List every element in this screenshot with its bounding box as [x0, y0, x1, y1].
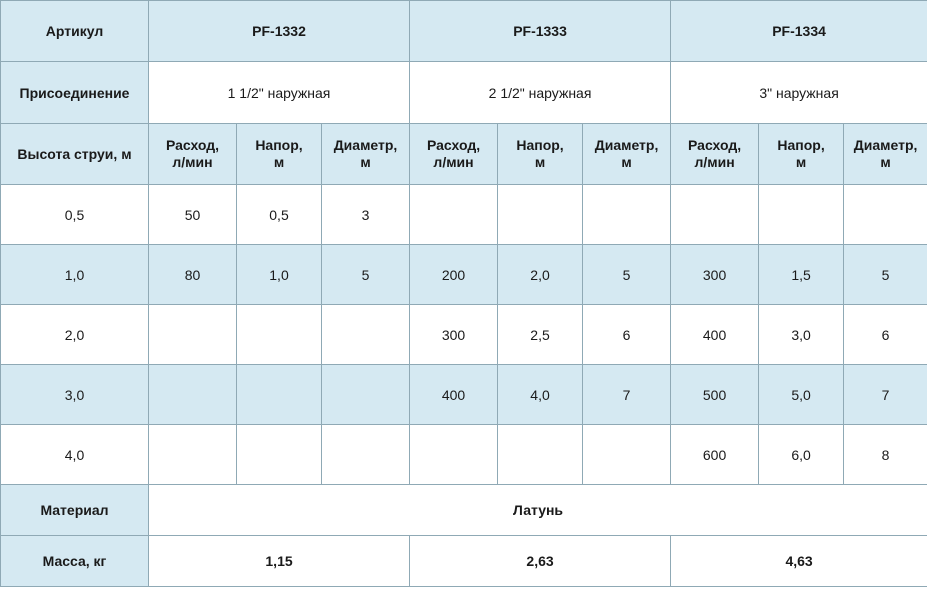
table-row — [1, 425, 927, 485]
cell-flow-2 — [410, 425, 498, 485]
row-label-material: Материал — [1, 485, 149, 536]
cell-flow-3 — [671, 185, 759, 245]
table-row — [1, 365, 927, 425]
header-line2: л/мин — [694, 154, 735, 170]
header-line1: Напор, — [777, 136, 825, 153]
cell-diameter-2: 7 — [583, 365, 671, 425]
cell-jet-height: 3,0 — [1, 365, 149, 425]
cell-flow-1 — [149, 365, 237, 425]
cell-diameter-3: 5 — [844, 245, 927, 305]
cell-pressure-3: 3,0 — [759, 305, 844, 365]
mass-value-1: 1,15 — [149, 536, 410, 587]
header-line2: м — [534, 154, 546, 170]
column-header-diameter-2 — [583, 124, 671, 185]
cell-flow-3: 300 — [671, 245, 759, 305]
connection-value-3: 3" наружная — [671, 62, 927, 124]
header-line2: л/мин — [433, 154, 474, 170]
table-row-subheaders — [1, 124, 927, 185]
cell-diameter-1 — [322, 365, 410, 425]
column-header-pressure-3 — [759, 124, 844, 185]
cell-pressure-1 — [237, 365, 322, 425]
mass-value-3: 4,63 — [671, 536, 927, 587]
cell-diameter-1: 3 — [322, 185, 410, 245]
cell-pressure-1 — [237, 305, 322, 365]
mass-value-2: 2,63 — [410, 536, 671, 587]
table-row-material — [1, 485, 927, 536]
header-line2: л/мин — [172, 154, 213, 170]
cell-flow-1 — [149, 425, 237, 485]
header-line1: Диаметр, — [853, 136, 918, 153]
header-line2: м — [273, 154, 285, 170]
cell-diameter-3 — [844, 185, 927, 245]
header-line1: Напор, — [516, 136, 564, 153]
column-header-diameter-1 — [322, 124, 410, 185]
cell-pressure-2 — [498, 425, 583, 485]
cell-pressure-1: 0,5 — [237, 185, 322, 245]
cell-flow-1: 80 — [149, 245, 237, 305]
header-line2: м — [880, 154, 891, 170]
cell-pressure-3 — [759, 185, 844, 245]
table-row-connection — [1, 62, 927, 124]
header-line2: м — [795, 154, 807, 170]
cell-flow-2: 300 — [410, 305, 498, 365]
header-line1: Диаметр, — [594, 136, 659, 153]
cell-pressure-3: 6,0 — [759, 425, 844, 485]
column-header-flow-1 — [149, 124, 237, 185]
cell-diameter-2: 5 — [583, 245, 671, 305]
header-line1: Расход, — [165, 136, 220, 153]
row-label-mass: Масса, кг — [1, 536, 149, 587]
cell-pressure-3: 5,0 — [759, 365, 844, 425]
cell-flow-2: 400 — [410, 365, 498, 425]
cell-jet-height: 1,0 — [1, 245, 149, 305]
cell-diameter-3: 8 — [844, 425, 927, 485]
cell-jet-height: 2,0 — [1, 305, 149, 365]
cell-pressure-2: 2,5 — [498, 305, 583, 365]
cell-diameter-2 — [583, 425, 671, 485]
cell-diameter-3: 6 — [844, 305, 927, 365]
connection-value-2: 2 1/2" наружная — [410, 62, 671, 124]
cell-flow-3: 600 — [671, 425, 759, 485]
cell-diameter-1 — [322, 305, 410, 365]
cell-diameter-1: 5 — [322, 245, 410, 305]
cell-diameter-1 — [322, 425, 410, 485]
row-label-connection: Присоединение — [1, 62, 149, 124]
cell-flow-2 — [410, 185, 498, 245]
connection-value-1: 1 1/2" наружная — [149, 62, 410, 124]
table-row — [1, 245, 927, 305]
cell-flow-3: 400 — [671, 305, 759, 365]
cell-flow-1: 50 — [149, 185, 237, 245]
article-value-2: PF-1333 — [410, 1, 671, 62]
cell-pressure-2 — [498, 185, 583, 245]
header-line1: Расход, — [426, 136, 481, 153]
cell-diameter-3: 7 — [844, 365, 927, 425]
column-header-jet-height: Высота струи, м — [1, 124, 149, 185]
table-row — [1, 185, 927, 245]
cell-pressure-1 — [237, 425, 322, 485]
header-line1: Напор, — [255, 136, 303, 153]
table-row-mass — [1, 536, 927, 587]
cell-diameter-2 — [583, 185, 671, 245]
cell-flow-2: 200 — [410, 245, 498, 305]
row-label-article: Артикул — [1, 1, 149, 62]
cell-diameter-2: 6 — [583, 305, 671, 365]
column-header-diameter-3 — [844, 124, 927, 185]
table-row — [1, 305, 927, 365]
column-header-pressure-1 — [237, 124, 322, 185]
column-header-flow-3 — [671, 124, 759, 185]
table-row-article — [1, 1, 927, 62]
cell-pressure-2: 2,0 — [498, 245, 583, 305]
cell-pressure-1: 1,0 — [237, 245, 322, 305]
article-value-3: PF-1334 — [671, 1, 927, 62]
header-line1: Расход, — [688, 136, 742, 153]
header-line2: м — [621, 154, 632, 170]
article-value-1: PF-1332 — [149, 1, 410, 62]
column-header-pressure-2 — [498, 124, 583, 185]
header-line2: м — [360, 154, 371, 170]
material-value: Латунь — [149, 485, 927, 536]
header-line1: Диаметр, — [333, 136, 398, 153]
cell-flow-3: 500 — [671, 365, 759, 425]
cell-jet-height: 0,5 — [1, 185, 149, 245]
cell-flow-1 — [149, 305, 237, 365]
column-header-flow-2 — [410, 124, 498, 185]
cell-jet-height: 4,0 — [1, 425, 149, 485]
cell-pressure-2: 4,0 — [498, 365, 583, 425]
cell-pressure-3: 1,5 — [759, 245, 844, 305]
